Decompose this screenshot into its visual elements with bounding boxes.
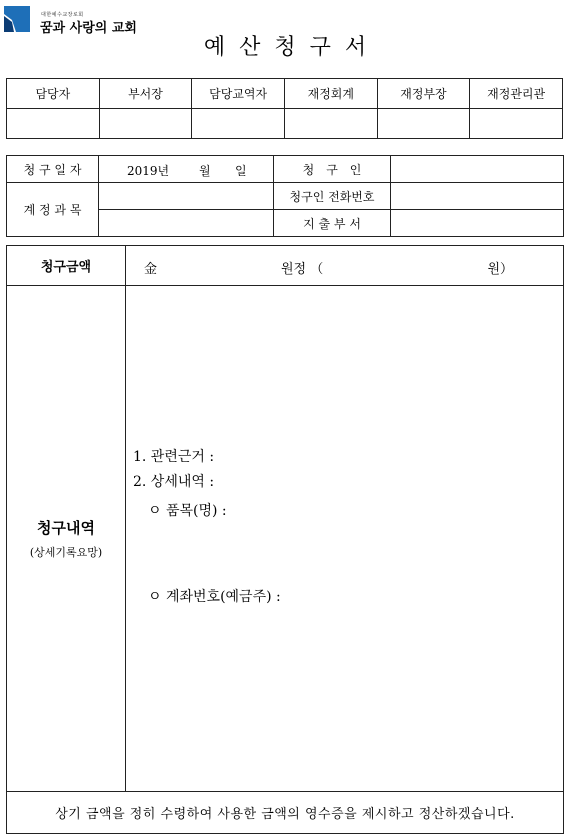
approval-header: 재정관리관 — [470, 79, 563, 109]
details-body[interactable] — [126, 286, 564, 792]
account-label: 계 정 과 목 — [7, 183, 99, 237]
details-label: 청구내역 — [37, 519, 95, 537]
approval-table — [6, 78, 563, 139]
approval-sign-row — [7, 109, 563, 139]
approval-header: 재정회계 — [284, 79, 377, 109]
phone-label: 청구인 전화번호 — [274, 183, 391, 210]
details-label-cell — [7, 286, 126, 792]
approval-header: 담당교역자 — [192, 79, 285, 109]
church-logo-icon — [4, 6, 30, 32]
request-info-table — [6, 155, 564, 237]
amount-wonjeong: 원정 （ — [281, 262, 324, 277]
account-field-2[interactable] — [99, 210, 274, 237]
details-line-items: 2. 상세내역 : — [133, 474, 215, 490]
request-date-field[interactable] — [99, 156, 274, 183]
request-date-label: 청 구 일 자 — [7, 156, 99, 183]
details-line-basis: 1. 관련근거 : — [133, 449, 215, 465]
request-year: 2019년 — [127, 164, 170, 178]
approval-header: 담당자 — [7, 79, 100, 109]
request-detail-table — [6, 245, 564, 834]
request-day: 일 — [235, 164, 247, 178]
approval-header: 재정부장 — [377, 79, 470, 109]
logo-church-name: 꿈과 사랑의 교회 — [40, 21, 137, 36]
requester-field[interactable] — [391, 156, 564, 183]
sign-box[interactable] — [470, 109, 563, 139]
requester-label: 청 구 인 — [274, 156, 391, 183]
sign-box[interactable] — [7, 109, 100, 139]
dept-field[interactable] — [391, 210, 564, 237]
sign-box[interactable] — [192, 109, 285, 139]
page-title: 예산청구서 — [203, 35, 381, 60]
amount-won-close: 원） — [487, 262, 513, 277]
account-field-1[interactable] — [99, 183, 274, 210]
dept-label: 지 출 부 서 — [274, 210, 391, 237]
sign-box[interactable] — [377, 109, 470, 139]
footer-statement: 상기 금액을 정히 수령하여 사용한 금액의 영수증을 제시하고 정산하겠습니다. — [7, 792, 564, 834]
church-logo — [4, 6, 154, 36]
details-sublabel: (상세기록요망) — [29, 546, 103, 559]
logo-tagline: 대한예수교장로회 — [41, 12, 84, 18]
approval-header: 부서장 — [99, 79, 192, 109]
details-line-product: ㅇ 품목(명) : — [148, 503, 227, 519]
sign-box[interactable] — [99, 109, 192, 139]
sign-box[interactable] — [284, 109, 377, 139]
details-line-account: ㅇ 계좌번호(예금주) : — [148, 589, 281, 605]
amount-won-sign: 金 — [144, 262, 158, 277]
phone-field[interactable] — [391, 183, 564, 210]
request-month: 월 — [199, 164, 211, 178]
amount-field[interactable] — [126, 246, 564, 286]
approval-header-row — [7, 79, 563, 109]
amount-label: 청구금액 — [7, 246, 126, 286]
